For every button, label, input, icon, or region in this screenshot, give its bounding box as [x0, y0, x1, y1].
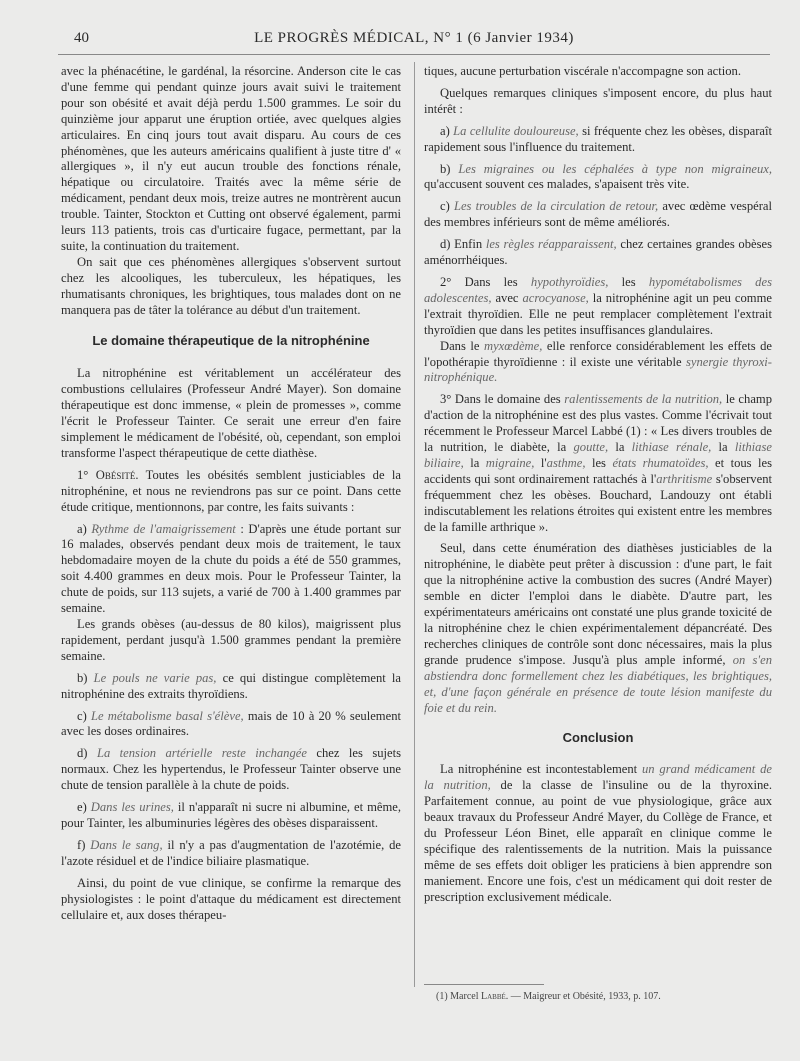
text: si fréquente chez les obèses, disparaît rapidement sous l'influence du traitement.: [424, 123, 773, 154]
right-column: [424, 64, 772, 906]
paragraph: La nitrophénine est véritablement un accélérateur des combustions cellulaires (Professeur André Mayer). Son domaine thérapeutique est donc immense, « plein de promesses », comme l'écrit le Professeur Tainter. Ce serait une erreur d'en faire simplement le médicament de l'obésité, où, cependant, son emploi transforme l'aspect thérapeutique de cette diathèse.: [61, 366, 401, 460]
italic-text: les règles réapparaissent,: [485, 237, 617, 252]
journal-title: LE PROGRÈS MÉDICAL, N° 1 (6 Janvier 1934): [254, 30, 574, 46]
italic-text: Dans le sang,: [90, 837, 163, 852]
left-column: [61, 64, 401, 923]
text: s'observent fréquemment chez les obèses. Bouchard, Landouzy ont établi indiscutablement les relations étroites qui existent entre les membres de la famille arthrique ».: [424, 471, 772, 534]
text: 3° Dans le domaine des: [440, 392, 561, 407]
list-item: [424, 199, 772, 231]
text: la: [615, 440, 625, 455]
item-label: d) Enfin: [440, 237, 483, 252]
italic-text: Les migraines ou les céphalées à type non migraineux,: [458, 161, 772, 176]
paragraph: [61, 468, 401, 516]
paragraph: avec la phénacétine, le gardénal, la résorcine. Anderson cite le cas d'une femme qui pendant quinze jours avait suivi le traitement pour son obésité et avait déjà perdu 1.500 grammes. Le soir du quinzième jour apparut une éruption ortiée, avec quelques algies articulaires. En cinq jours tout avait disparu. Au cours de ces phénomènes, que les auteurs américains qualifient à juste titre d' « allergiques », il n'y eut aucun trouble des fonctions rénale, hépatique ou circulatoire. Traités avec la même série de médicament, pendant deux mois, treize autres ne montrèrent aucun trouble. Tainter, Stockton et Cutting ont observé également, parmi leurs 113 patients, trois cas d'urticaire fugace, permettant, par la suite, la continuation du traitement.: [61, 64, 401, 253]
text: — Maigreur et Obésité, 1933, p. 107.: [510, 991, 661, 1002]
paragraph: [424, 541, 772, 716]
paragraph: [424, 762, 772, 905]
list-item: [424, 162, 772, 194]
list-item: [61, 709, 401, 741]
page-number: 40: [74, 30, 89, 46]
italic-text: un grand médicament de la nutrition,: [424, 762, 772, 793]
italic-text: La cellulite douloureuse,: [453, 123, 579, 138]
italic-text: La tension artérielle reste inchangée: [96, 746, 307, 761]
italic-text: arthritisme: [656, 471, 713, 486]
paragraph: On sait que ces phénomènes allergiques s'observent surtout chez les alcooliques, les tuberculeux, les hépatiques, les rhumatisants chroniques, les brightiques, tous malades dont on ne manquera pas de tâter la tolérance au début d'un traitement.: [61, 254, 401, 317]
list-item: [61, 800, 401, 832]
italic-text: états rhumatoïdes,: [612, 455, 709, 470]
text: le champ d'action de la nitrophénine est des plus vastes. Comme l'écrivait tout récemment le Professeur Marcel Labbé (1) : « Les divers troubles de la nutrition, le diabète, la: [424, 392, 772, 455]
list-item: [424, 124, 772, 156]
item-label: d): [77, 746, 88, 761]
text: : D'après une étude portant sur 16 malades, observés pendant deux mois de traitement, le taux hebdomadaire moyen de la chute du poids a été de 550 grammes, soit 4.400 grammes en deux mois. Pour le Professeur Tainter, la chute de poids, sur 113 sujets, a varié de 700 à 1.400 grammes par semaine.: [61, 521, 401, 616]
header-rule: [58, 54, 770, 55]
item-label: b): [440, 161, 451, 176]
italic-text: Le pouls ne varie pas,: [93, 670, 217, 685]
text: Toutes les obésités semblent justiciables de la nitrophénine, et nous ne reviendrons pas sur ce point. Dans cette étude critique, mentionnons, par contre, les faits suivants :: [61, 467, 401, 514]
text: avec œdème vespéral des membres inférieurs sont de même améliorés.: [424, 199, 772, 230]
footnote-author: Labbé.: [480, 991, 509, 1002]
italic-text: migraine,: [485, 455, 535, 470]
list-item: [61, 671, 401, 703]
item-label: a): [77, 521, 87, 536]
italic-text: hypométabolismes des adolescentes,: [424, 274, 772, 305]
item-label: e): [77, 800, 87, 815]
column-divider: [414, 62, 415, 987]
italic-text: goutte,: [573, 440, 609, 455]
text: ce qui distingue complètement la nitrophénine des extraits thyroïdiens.: [61, 670, 402, 701]
italic-text: lithiase biliaire,: [424, 440, 772, 470]
text: Seul, dans cette énumération des diathèses justiciables de la nitrophénine, le diabète peut prêter à discussion : d'une part, le fait que la nitrophénine active la combustion des sucres (André Mayer) semble en dicter l'emploi dans le diabète. D'autre part, les expérimentateurs américains ont constaté une plus grande toxicité de la nitrophénine chez le chien expérimentalement dépancréaté. Des recherches cliniques de contrôle sont donc nécessaires, mais la plus grande prudence s'impose. Jusqu'à plus ample informé,: [424, 541, 772, 667]
text: la nitrophénine agit un peu comme l'extrait thyroïdien. Elle ne peut remplacer complètement l'extrait thyroïdien que dans les petites insuffisances glandulaires.: [424, 290, 772, 337]
italic-text: synergie thyroxi-nitrophénique.: [424, 354, 772, 385]
text: les: [591, 455, 606, 470]
text: avec: [495, 290, 519, 305]
italic-text: Le métabolisme basal s'élève,: [90, 708, 244, 723]
list-item: [61, 838, 401, 870]
italic-text: ralentissements de la nutrition,: [564, 392, 723, 407]
text: l': [540, 455, 547, 470]
paragraph: [424, 339, 772, 387]
paragraph: Quelques remarques cliniques s'imposent encore, du plus haut intérêt :: [424, 85, 772, 116]
text: Dans le: [440, 338, 480, 353]
italic-text: hypothyroïdies,: [530, 274, 609, 289]
item-label: f): [77, 837, 86, 852]
list-item: [61, 522, 401, 617]
text: elle renforce considérablement les effets de l'opothérapie thyroïdienne : il existe une véritable: [424, 338, 772, 369]
paragraph: [424, 275, 772, 339]
italic-text: Les troubles de la circulation de retour,: [453, 199, 659, 214]
text: il n'apparaît ni sucre ni albumine, et même, pour Tainter, les albuminuries légères des obèses disparaissent.: [61, 800, 402, 830]
italic-text: myxœdème,: [484, 338, 543, 353]
text: qu'accusent souvent ces malades, s'apaisent très vite.: [424, 177, 690, 192]
item-label: c): [77, 708, 87, 723]
paragraph: [424, 392, 772, 535]
text: chez certaines grandes obèses aménorrhéiques.: [424, 237, 772, 268]
text: 2° Dans les: [440, 274, 518, 289]
italic-text: asthme,: [546, 455, 586, 470]
footnote: [436, 990, 766, 1003]
italic-text: lithiase rénale,: [631, 440, 712, 455]
text: il n'y a pas d'augmentation de l'azotémie, de l'azote résiduel et de l'indice biliaire plasmatique.: [61, 837, 402, 868]
list-item: [61, 746, 401, 794]
paragraph: Les grands obèses (au-dessus de 80 kilos), maigrissent plus rapidement, perdant jusqu'à 1.500 grammes pendant la première semaine.: [61, 617, 401, 663]
text: chez les sujets normaux. Chez les hypertendus, le Professeur Tainter observe une chute de tension parallèle à la chute de poids.: [61, 746, 402, 793]
page-header: [58, 30, 770, 50]
text: les: [621, 274, 636, 289]
text: la: [718, 440, 728, 455]
paragraph: tiques, aucune perturbation viscérale n'accompagne son action.: [424, 64, 741, 78]
italic-text: Dans les urines,: [90, 800, 174, 815]
list-number: 1°: [77, 467, 89, 482]
item-label: a): [440, 123, 450, 138]
text: la: [470, 455, 480, 470]
italic-text: Rythme de l'amaigrissement: [91, 521, 236, 536]
item-label: b): [77, 670, 88, 685]
italic-text: on s'en abstiendra donc formellement chez les diabétiques, les brightiques, et, d'une façon générale en présence de toute lésion manifeste du foie et du rein.: [424, 652, 772, 715]
paragraph: Ainsi, du point de vue clinique, se confirme la remarque des physiologistes : le point d'attaque du médicament est directement cellulaire et, aux doses thérapeu-: [61, 875, 401, 922]
item-label: c): [440, 199, 450, 214]
text: et tous les accidents qui sont ordinairement rattachés à l': [424, 455, 773, 486]
list-item: [424, 237, 772, 269]
text: de la classe de l'insuline ou de la thyroxine. Parfaitement connue, au point de vue physiologique, grâce aux beaux travaux du Professeur André Mayer, du Collège de France, et du Professeur Léon Binet, elle apparaît en clinique comme le spécifique des ralentissements de la nutrition. Mais la puissance même de ses effets doit obliger les praticiens à bien apprendre son maniement. Encore une fois, c'est un médicament qui doit rester de prescription exclusivement médicale.: [424, 778, 773, 904]
text: mais de 10 à 20 % seulement avec les doses ordinaires.: [61, 708, 401, 739]
italic-text: acrocyanose,: [522, 290, 589, 305]
conclusion-heading: Conclusion: [562, 730, 634, 746]
text: (1) Marcel: [436, 991, 479, 1002]
footnote-rule: [424, 984, 544, 985]
topic-label: Obésité.: [95, 467, 139, 482]
section-heading: Le domaine thérapeutique de la nitrophénine: [92, 332, 370, 348]
text: La nitrophénine est incontestablement: [440, 762, 638, 777]
